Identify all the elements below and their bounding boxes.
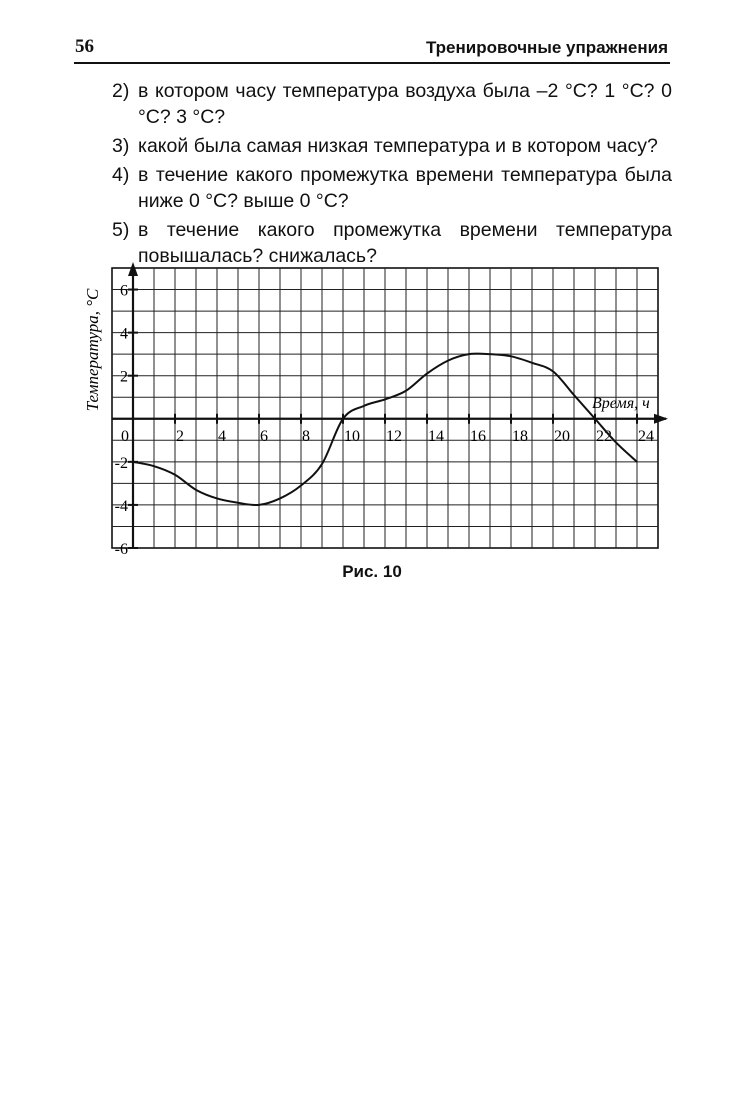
y-tick-label: -4 <box>114 497 128 515</box>
figure-caption: Рис. 10 <box>342 562 402 581</box>
question-text: в течение какого промежутка времени температура повышалась? снижалась? <box>138 219 672 267</box>
y-tick-label: 4 <box>120 325 128 343</box>
x-tick-label: 8 <box>302 427 310 445</box>
question-text: в течение какого промежутка времени температура была ниже 0 °С? выше 0 °С? <box>138 164 672 212</box>
question-item <box>112 78 672 130</box>
question-number: 4) <box>112 164 130 186</box>
question-number: 3) <box>112 135 130 157</box>
question-item <box>112 162 672 214</box>
question-list <box>112 78 672 272</box>
header-rule <box>74 62 670 64</box>
y-axis-label: Температура, °С <box>83 288 102 412</box>
page-number: 56 <box>75 36 94 57</box>
x-tick-label: 6 <box>260 427 268 445</box>
y-tick-label: 6 <box>120 282 128 300</box>
x-tick-label: 2 <box>176 427 184 445</box>
x-axis-label: Время, ч <box>592 395 650 412</box>
running-title: Тренировочные упражнения <box>425 38 668 57</box>
x-axis-arrow <box>654 414 668 424</box>
x-tick-label: 18 <box>512 427 528 445</box>
x-tick-label: 20 <box>554 427 570 445</box>
question-number: 2) <box>112 80 130 102</box>
y-tick-label: -2 <box>114 454 128 472</box>
question-text: в котором часу температура воздуха была –2 °С? 1 °С? 0 °С? 3 °С? <box>138 80 672 128</box>
x-tick-label: 10 <box>344 427 360 445</box>
x-tick-label: 14 <box>428 427 444 445</box>
question-number: 5) <box>112 219 130 241</box>
y-tick-label: 2 <box>120 368 128 386</box>
question-text: какой была самая низкая температура и в котором часу? <box>138 135 658 157</box>
x-tick-label: 12 <box>386 427 402 445</box>
x-tick-label: 24 <box>638 427 654 445</box>
x-tick-label: 0 <box>121 427 129 445</box>
x-tick-label: 16 <box>470 427 486 445</box>
x-tick-label: 22 <box>596 427 612 445</box>
y-tick-label: -6 <box>114 541 128 554</box>
x-tick-label: 4 <box>218 427 226 445</box>
temperature-chart <box>82 262 672 554</box>
question-item <box>112 133 672 159</box>
